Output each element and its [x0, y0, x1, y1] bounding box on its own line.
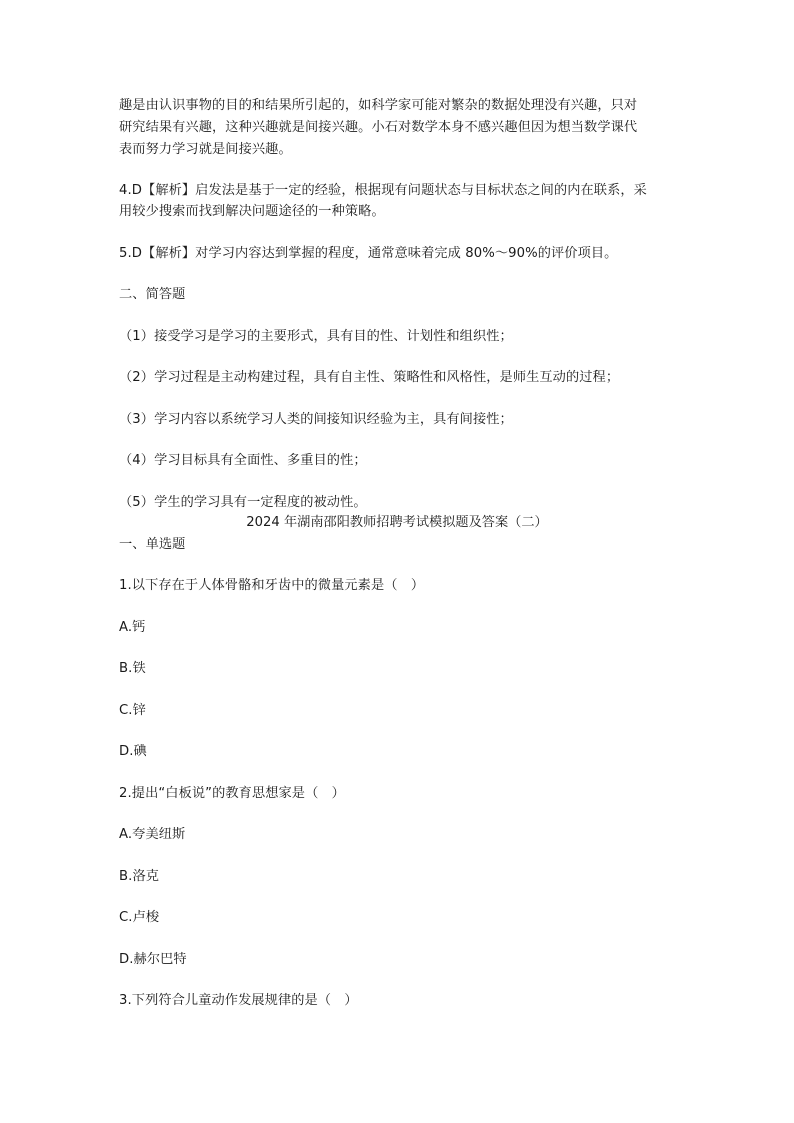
question-2-option-d: D.赫尔巴特 [119, 952, 187, 967]
intro-line-2: 研究结果有兴趣，这种兴趣就是间接兴趣。小石对数学本身不感兴趣但因为想当数学课代 [119, 120, 638, 135]
short-answer-1: （1）接受学习是学习的主要形式，具有目的性、计划性和组织性； [119, 329, 513, 344]
answer-5: 5.D【解析】对学习内容达到掌握的程度，通常意味着完成 80%～90%的评价项目。 [119, 246, 618, 261]
question-1-option-a: A.钙 [119, 620, 146, 635]
answer-4-line-2: 用较少搜索而找到解决问题途径的一种策略。 [119, 204, 385, 219]
question-1-option-c: C.锌 [119, 703, 146, 718]
question-2-option-a: A.夸美纽斯 [119, 827, 186, 842]
question-2-stem: 2.提出“白板说”的教育思想家是（ ） [119, 786, 345, 801]
exam-title: 2024 年湖南邵阳教师招聘考试模拟题及答案（二） [246, 515, 548, 530]
question-3-stem: 3.下列符合儿童动作发展规律的是（ ） [119, 993, 358, 1008]
question-1-option-d: D.碘 [119, 744, 147, 759]
question-2-option-b: B.洛克 [119, 869, 160, 884]
question-2-option-c: C.卢梭 [119, 910, 160, 925]
short-answer-5: （5）学生的学习具有一定程度的被动性。 [119, 495, 367, 510]
question-1-stem: 1.以下存在于人体骨骼和牙齿中的微量元素是（ ） [119, 578, 425, 593]
section-heading-short-answer: 二、简答题 [119, 287, 186, 302]
answer-4-line-1: 4.D【解析】启发法是基于一定的经验，根据现有问题状态与目标状态之间的内在联系，采 [119, 183, 647, 198]
intro-line-3: 表而努力学习就是间接兴趣。 [119, 142, 292, 157]
intro-line-1: 趣是由认识事物的目的和结果所引起的，如科学家可能对繁杂的数据处理没有兴趣，只对 [119, 98, 638, 113]
section-heading-single-choice: 一、单选题 [119, 537, 186, 552]
short-answer-2: （2）学习过程是主动构建过程，具有自主性、策略性和风格性，是师生互动的过程； [119, 370, 620, 385]
short-answer-4: （4）学习目标具有全面性、多重目的性； [119, 453, 367, 468]
short-answer-3: （3）学习内容以系统学习人类的间接知识经验为主，具有间接性； [119, 412, 513, 427]
question-1-option-b: B.铁 [119, 661, 146, 676]
